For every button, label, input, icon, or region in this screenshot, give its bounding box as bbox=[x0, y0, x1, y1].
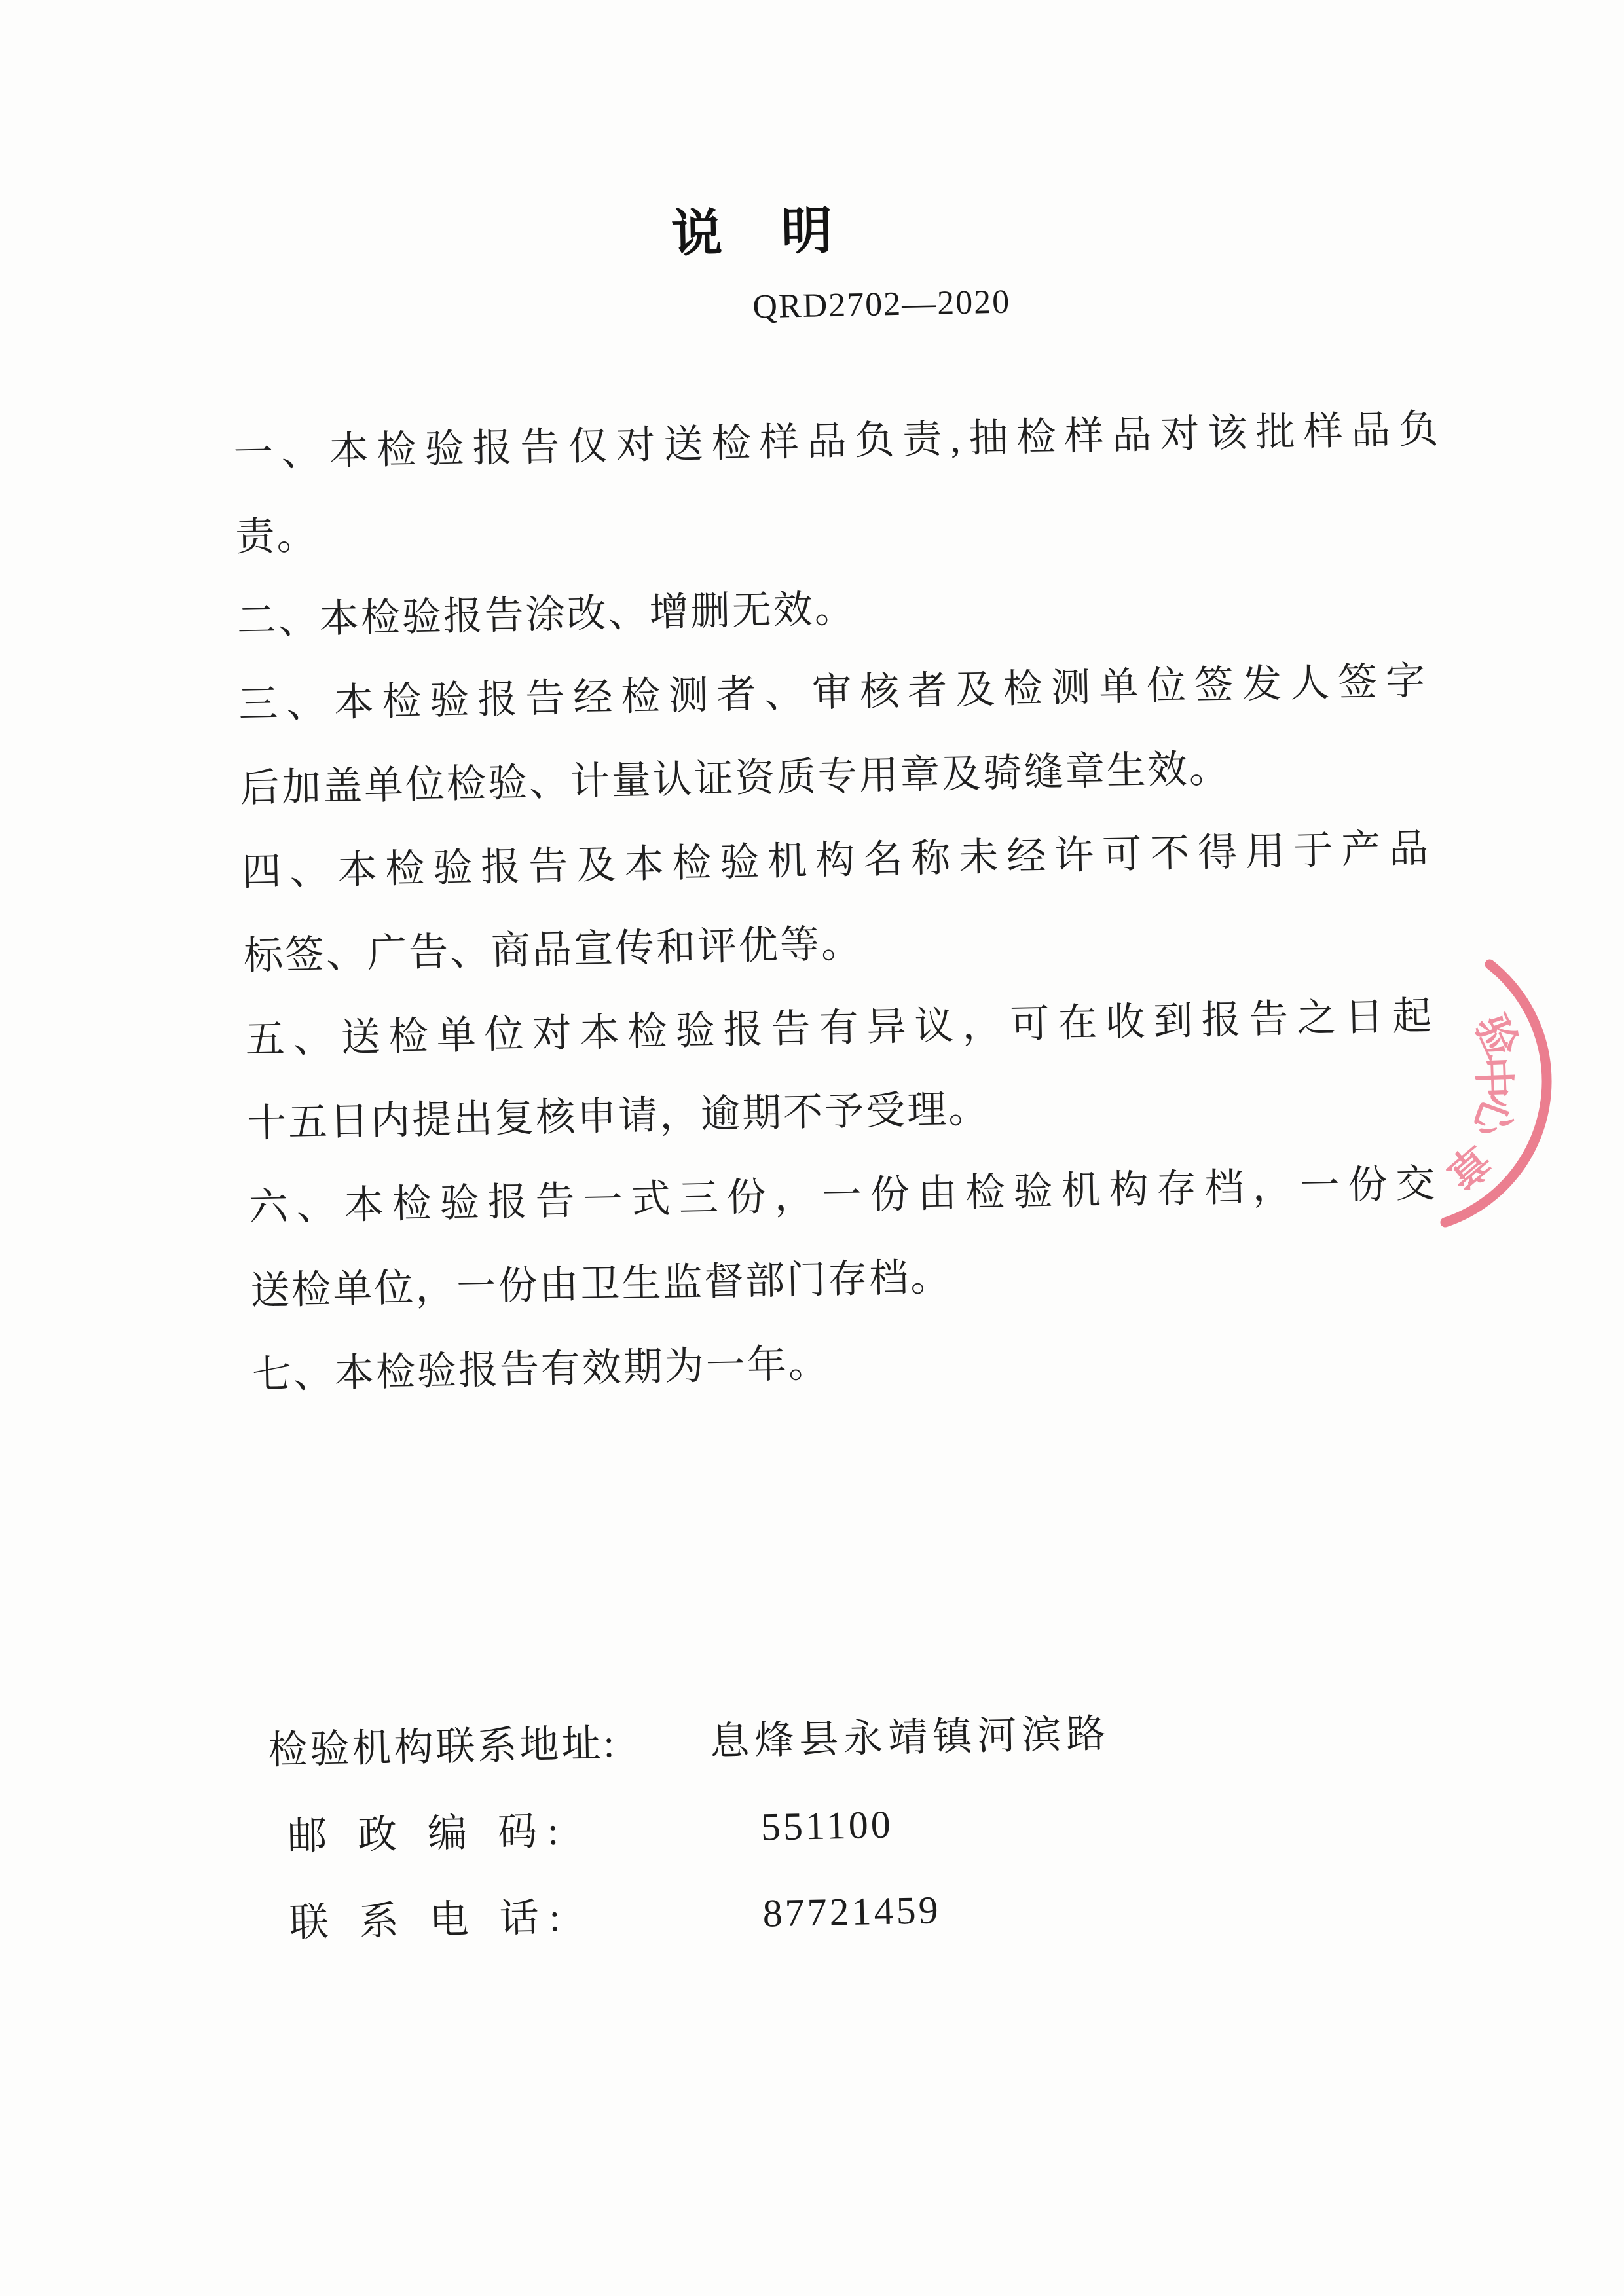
note-line-7: 标签、广告、商品宣传和评优等。 bbox=[243, 922, 863, 978]
address-label: 检验机构联系地址: bbox=[267, 1722, 618, 1772]
note-line-3: 二、本检验报告涂改、增删无效。 bbox=[236, 587, 857, 643]
contact-info bbox=[267, 1685, 1386, 1967]
note-line-9: 十五日内提出复核申请，逾期不予受理。 bbox=[246, 1087, 990, 1146]
note-line-10: 六、本检验报告一式三份，一份由检验机构存档，一份交 bbox=[248, 1161, 1445, 1230]
note-line-5: 后加盖单位检验、计量认证资质专用章及骑缝章生效。 bbox=[240, 746, 1231, 811]
postcode-value: 551100 bbox=[760, 1802, 894, 1849]
red-paging-seal bbox=[1428, 943, 1624, 1257]
seal-char-3: 心 bbox=[1464, 1087, 1522, 1144]
postcode-label: 邮 政 编 码: bbox=[287, 1809, 570, 1859]
seal-char-1: 验 bbox=[1466, 1007, 1526, 1066]
address-value: 息烽县永靖镇河滨路 bbox=[709, 1711, 1111, 1764]
note-line-12: 七、本检验报告有效期为一年。 bbox=[251, 1341, 830, 1397]
note-line-1: 一、本检验报告仅对送检样品负责,抽检样品对该批样品负 bbox=[233, 407, 1448, 475]
note-line-2: 责。 bbox=[234, 513, 318, 559]
notes-list bbox=[232, 388, 1448, 1417]
phone-value: 87721459 bbox=[762, 1888, 942, 1935]
document-number: QRD2702—2020 bbox=[752, 283, 1011, 326]
phone-label: 联 系 电 话: bbox=[289, 1895, 572, 1945]
seal-char-4: 章 bbox=[1436, 1135, 1499, 1197]
seal-char-2: 中 bbox=[1469, 1055, 1517, 1100]
seal-graphic bbox=[1428, 943, 1624, 1257]
note-line-11: 送检单位，一份由卫生监督部门存档。 bbox=[249, 1255, 952, 1313]
page-title: 说 明 bbox=[671, 202, 837, 263]
note-line-4: 三、本检验报告经检测者、审核者及检测单位签发人签字 bbox=[238, 659, 1434, 727]
note-line-6: 四、本检验报告及本检验机构名称未经许可不得用于产品 bbox=[241, 826, 1437, 894]
note-line-8: 五、送检单位对本检验报告有异议，可在收到报告之日起 bbox=[245, 994, 1441, 1062]
